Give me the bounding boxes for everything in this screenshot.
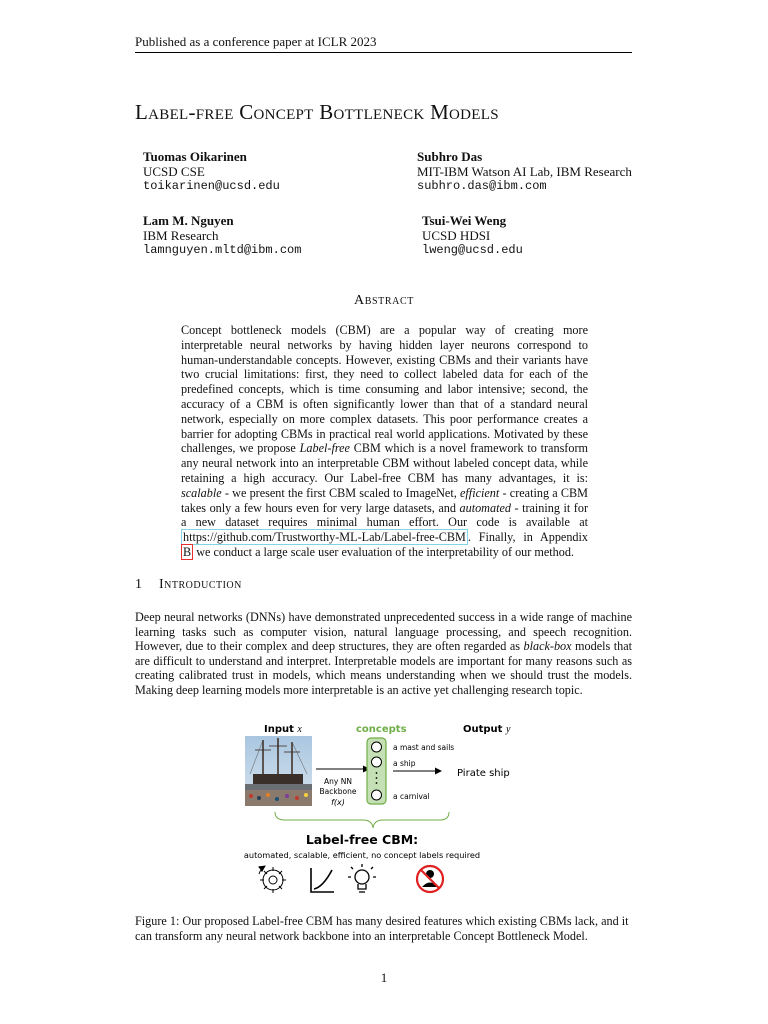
concept-neuron [372,757,382,767]
automation-gear-icon [259,866,286,893]
backbone-label: Any NN [324,777,352,786]
abstract-emphasis: efficient [460,485,500,500]
brace-bracket [275,812,449,828]
abstract-text: . Finally, in Appendix [467,530,588,545]
concept-neuron [372,742,382,752]
section-heading [135,577,242,593]
abstract-text: - we present the first CBM scaled to ImageNet, [221,485,461,500]
ellipsis-dot [376,782,378,784]
figure-1-diagram [235,716,535,906]
author-affiliation: UCSD CSE [143,163,205,179]
abstract-text: - creating a CBM takes only a few hours even for very large datasets, and [181,485,589,515]
backbone-label: Backbone [319,787,357,796]
author-block [143,150,280,194]
page-number: 1 [380,970,388,985]
section-title: Introduction [159,577,242,592]
prediction-label: Pirate ship [457,768,510,779]
author-block [417,150,632,194]
author-email[interactable]: lamnguyen.mltd@ibm.com [143,243,302,257]
intro-text: models that are difficult to understand and interpret. Interpretable models are important for many reasons such as creating calibrated trust in models, which means understanding when we should trust the models. Making deep learning models more interpretable is an active yet challenging research topic. [135,639,632,697]
abstract-emphasis: automated [459,500,511,515]
author-affiliation: IBM Research [143,227,219,243]
concept-name: a carnival [393,792,430,801]
concept-neuron [372,790,382,800]
intro-emphasis: black-box [523,639,572,654]
code-repository-link[interactable]: https://github.com/Trustworthy-ML-Lab/Label-free-CBM [183,530,466,545]
cbm-subtitle: automated, scalable, efficient, no concept labels required [243,850,481,860]
author-affiliation: UCSD HDSI [422,227,491,243]
ellipsis-dot [376,777,378,779]
appendix-reference-link[interactable]: B [183,544,192,559]
abstract-text: CBM which is a novel framework to transform any neural network into an interpretable CBM without labeled concept data, while retaining a high accuracy. Our Label-free CBM has many advantages, it is: [181,441,588,485]
abstract-body [181,323,588,560]
intro-paragraph [135,610,632,698]
concepts-label: concepts [356,724,407,735]
abstract-heading: Abstract [354,293,414,308]
abstract-text: - training it for a new dataset requires minimal human effort. Our code is available at [181,500,589,530]
author-email[interactable]: toikarinen@ucsd.edu [143,179,280,193]
section-number: 1 [135,577,142,592]
no-labeler-icon [417,866,443,892]
growth-chart-icon [311,868,334,892]
running-header: Published as a conference paper at ICLR 2023 [135,34,377,49]
header-rule [135,52,632,53]
ellipsis-dot [376,772,378,774]
backbone-function: f(x) [331,798,345,807]
author-name: Subhro Das [417,149,483,164]
cbm-title: Label-free CBM: [305,832,419,847]
author-name: Tsui-Wei Weng [422,213,507,228]
author-email[interactable]: subhro.das@ibm.com [417,179,547,193]
author-name: Tuomas Oikarinen [143,149,247,164]
author-block [422,214,523,258]
intro-text: Deep neural networks (DNNs) have demonstrated unprecedented success in a wide range of machine learning tasks such as computer vision, natural language processing, and speech recognition. However, due to their complex and deep structures, they are often regarded as [135,610,632,654]
paper-title: Label-free Concept Bottleneck Models [135,100,499,124]
abstract-text: we conduct a large scale user evaluation of the interpretability of our method. [193,544,574,559]
concept-name: a mast and sails [393,743,455,752]
output-label: Output y [463,724,511,735]
abstract-emphasis: scalable [181,485,222,500]
author-block [143,214,301,258]
input-label: Input x [264,724,302,735]
author-name: Lam M. Nguyen [143,213,234,228]
abstract-text: Concept bottleneck models (CBM) are a popular way of creating more interpretable neural networks by having hidden layer neurons correspond to human-understandable concepts. However, existing CBMs and their variants have two crucial limitations: first, they need to collect labeled data for each of the predefined concepts, which is time consuming and labor intensive; second, the accuracy of a CBM is often significantly lower than that of a standard neural network, especially on more complex datasets. This poor performance creates a barrier for adopting CBMs in practical real world applications. Motivated by these challenges, we propose [181,323,588,456]
abstract-emphasis: Label-free [299,441,350,456]
figure-caption: Figure 1: Our proposed Label-free CBM has many desired features which existing CBMs lack, and it can transform any neural network backbone into an interpretable Concept Bottleneck Model. [135,914,629,943]
lightbulb-icon [348,864,376,892]
input-ship-photo [245,736,312,806]
author-email[interactable]: lweng@ucsd.edu [422,243,523,257]
concept-name: a ship [393,759,416,768]
author-affiliation: MIT-IBM Watson AI Lab, IBM Research [417,163,632,179]
